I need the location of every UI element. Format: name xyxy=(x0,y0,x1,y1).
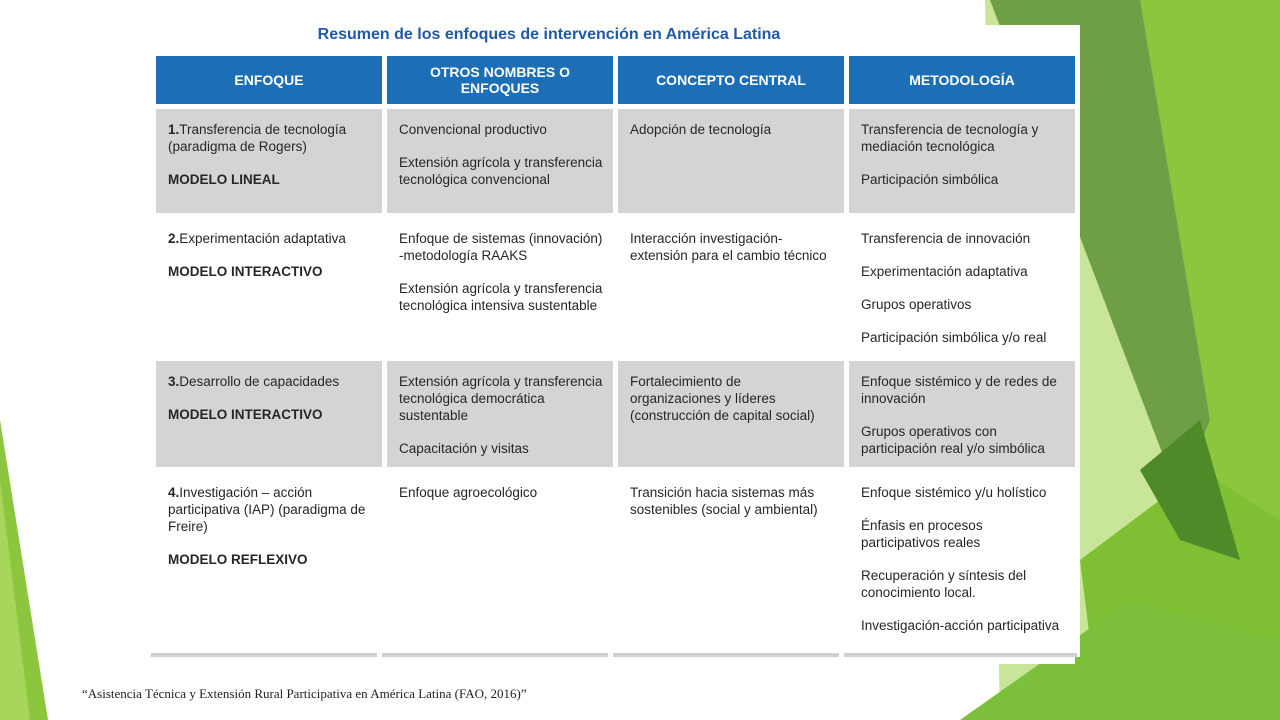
cell-metodologia xyxy=(849,109,1075,213)
header-enfoque: ENFOQUE xyxy=(156,56,382,104)
model-label: MODELO INTERACTIVO xyxy=(168,407,323,422)
metodologia-item: Énfasis en procesos participativos reales xyxy=(861,518,983,550)
metodologia-item: Enfoque sistémico y de redes de innovación xyxy=(861,374,1057,406)
concepto-text: Fortalecimiento de organizaciones y líderes (construcción de capital social) xyxy=(630,374,815,423)
otros-item: Extensión agrícola y transferencia tecnológica democrática sustentable xyxy=(399,374,603,423)
metodologia-item: Enfoque sistémico y/u holístico xyxy=(861,485,1047,500)
concepto-text: Interacción investigación-extensión para el cambio técnico xyxy=(630,231,827,263)
cell-otros xyxy=(387,109,613,213)
table-row xyxy=(156,472,1075,664)
otros-item: Extensión agrícola y transferencia tecnológica intensiva sustentable xyxy=(399,281,603,313)
enfoque-text: Desarrollo de capacidades xyxy=(179,374,340,389)
concepto-text: Transición hacia sistemas más sostenibles (social y ambiental) xyxy=(630,485,818,517)
cell-otros xyxy=(387,472,613,664)
cell-otros xyxy=(387,361,613,467)
cell-otros xyxy=(387,218,613,356)
cell-metodologia xyxy=(849,472,1075,664)
row-number: 2. xyxy=(168,231,180,246)
approaches-table xyxy=(151,51,1080,669)
metodologia-item: Transferencia de tecnología y mediación tecnológica xyxy=(861,122,1039,154)
enfoque-text: Investigación – acción participativa (IAP) (paradigma de Freire) xyxy=(168,485,366,534)
header-metodologia: METODOLOGÍA xyxy=(849,56,1075,104)
otros-item: Convencional productivo xyxy=(399,122,547,137)
table-row xyxy=(156,109,1075,213)
cell-concepto xyxy=(618,218,844,356)
cell-concepto xyxy=(618,472,844,664)
metodologia-item: Experimentación adaptativa xyxy=(861,264,1028,279)
row-number: 3. xyxy=(168,374,180,389)
otros-item: Enfoque agroecológico xyxy=(399,485,538,500)
table-bottom-divider xyxy=(151,653,1077,657)
enfoque-text: Transferencia de tecnología (paradigma de Rogers) xyxy=(168,122,347,154)
concepto-text: Adopción de tecnología xyxy=(630,122,772,137)
model-label: MODELO INTERACTIVO xyxy=(168,264,323,279)
cell-metodologia xyxy=(849,361,1075,467)
cell-concepto xyxy=(618,109,844,213)
model-label: MODELO REFLEXIVO xyxy=(168,552,308,567)
metodologia-item: Transferencia de innovación xyxy=(861,231,1031,246)
cell-enfoque xyxy=(156,472,382,664)
row-number: 4. xyxy=(168,485,180,500)
header-row xyxy=(156,56,1075,104)
row-number: 1. xyxy=(168,122,180,137)
cell-enfoque xyxy=(156,218,382,356)
cell-metodologia xyxy=(849,218,1075,356)
metodologia-item: Participación simbólica xyxy=(861,172,999,187)
model-label: MODELO LINEAL xyxy=(168,172,280,187)
metodologia-item: Investigación-acción participativa xyxy=(861,618,1060,633)
cell-concepto xyxy=(618,361,844,467)
cell-enfoque xyxy=(156,109,382,213)
source-citation: “Asistencia Técnica y Extensión Rural Participativa en América Latina (FAO, 2016)” xyxy=(82,686,527,701)
otros-item: Enfoque de sistemas (innovación) -metodología RAAKS xyxy=(399,231,603,263)
table-title: Resumen de los enfoques de intervención en América Latina xyxy=(317,26,781,43)
table-row xyxy=(156,361,1075,467)
cell-enfoque xyxy=(156,361,382,467)
enfoque-text: Experimentación adaptativa xyxy=(179,231,346,246)
metodologia-item: Grupos operativos con participación real y/o simbólica xyxy=(861,424,1045,456)
otros-item: Capacitación y visitas xyxy=(399,441,529,456)
metodologia-item: Recuperación y síntesis del conocimiento local. xyxy=(861,568,1027,600)
metodologia-item: Participación simbólica y/o real xyxy=(861,330,1047,345)
table-row xyxy=(156,218,1075,356)
header-concepto-central: CONCEPTO CENTRAL xyxy=(618,56,844,104)
metodologia-item: Grupos operativos xyxy=(861,297,972,312)
header-otros-nombres: OTROS NOMBRES O ENFOQUES xyxy=(387,56,613,104)
otros-item: Extensión agrícola y transferencia tecnológica convencional xyxy=(399,155,603,187)
summary-panel xyxy=(148,25,1080,657)
